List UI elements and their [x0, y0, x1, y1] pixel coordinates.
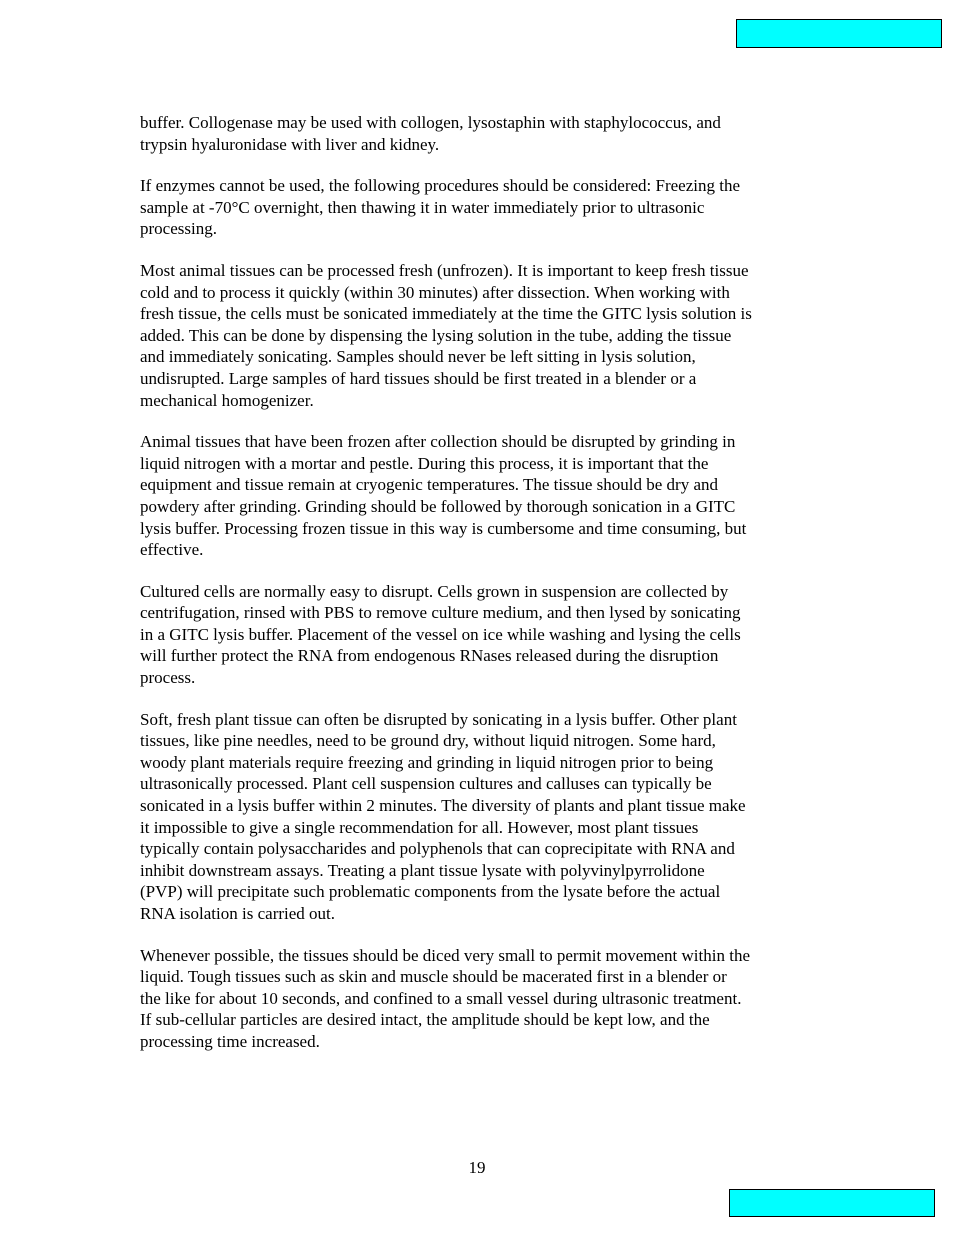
document-body — [140, 112, 822, 1073]
paragraph-freezing: If enzymes cannot be used, the following procedures should be considered: Freezing the sample at -70°C overnight, then thawing it in water immediately prior to ultrasonic processing. — [140, 176, 741, 239]
paragraph-cultured-cells: Cultured cells are normally easy to disrupt. Cells grown in suspension are collected by centrifugation, rinsed with PBS to remove culture medium, and then lysed by sonicating in a GITC lysis buffer. Placement of the vessel on ice while washing and lysing the cells will further protect the RNA from endogenous RNases released during the disruption process. — [140, 581, 741, 688]
paragraph-enzymes-continued: buffer. Collogenase may be used with collogen, lysostaphin with staphylococcus, and trypsin hyaluronidase with liver and kidney. — [140, 113, 721, 154]
paragraph-plant-tissue: Soft, fresh plant tissue can often be disrupted by sonicating in a lysis buffer. Other plant tissues, like pine needles, need to be ground dry, without liquid nitrogen. Some hard, woody plant materials require freezing and grinding in liquid nitrogen prior to being ultrasonically processed. Plant cell suspension cultures and calluses can typically be sonicated in a lysis buffer within 2 minutes. The diversity of plants and plant tissue make it impossible to give a single recommendation for all. However, most plant tissues typically contain polysaccharides and polyphenols that can coprecipitate with RNA and inhibit downstream assays. Treating a plant tissue lysate with polyvinylpyrrolidone (PVP) will precipitate such problematic components from the lysate before the actual RNA isolation is carried out. — [140, 709, 746, 923]
paragraph-fresh-animal-tissue: Most animal tissues can be processed fresh (unfrozen). It is important to keep fresh tissue cold and to process it quickly (within 30 minutes) after dissection. When working with fresh tissue, the cells must be sonicated immediately at the time the GITC lysis solution is added. This can be done by dispensing the lysing solution in the tube, adding the tissue and immediately sonicating. Samples should never be left sitting in lysis solution, undisrupted. Large samples of hard tissues should be first treated in a blender or a mechanical homogenizer. — [140, 260, 752, 410]
paragraph-frozen-animal-tissue: Animal tissues that have been frozen after collection should be disrupted by grinding in liquid nitrogen with a mortar and pestle. During this process, it is important that the equipment and tissue remain at cryogenic temperatures. The tissue should be dry and powdery after grinding. Grinding should be followed by thorough sonication in a GITC lysis buffer. Processing frozen tissue in this way is cumbersome and time consuming, but effective. — [140, 432, 747, 560]
bottom-marker-box — [729, 1189, 935, 1217]
paragraph-dicing-tissues: Whenever possible, the tissues should be diced very small to permit movement within the liquid. Tough tissues such as skin and muscle should be macerated first in a blender or the like for about 10 seconds, and confined to a small vessel during ultrasonic treatment. If sub-cellular particles are desired intact, the amplitude should be kept low, and the processing time increased. — [140, 945, 750, 1051]
page-number: 19 — [468, 1158, 486, 1177]
top-marker-box — [736, 19, 942, 48]
